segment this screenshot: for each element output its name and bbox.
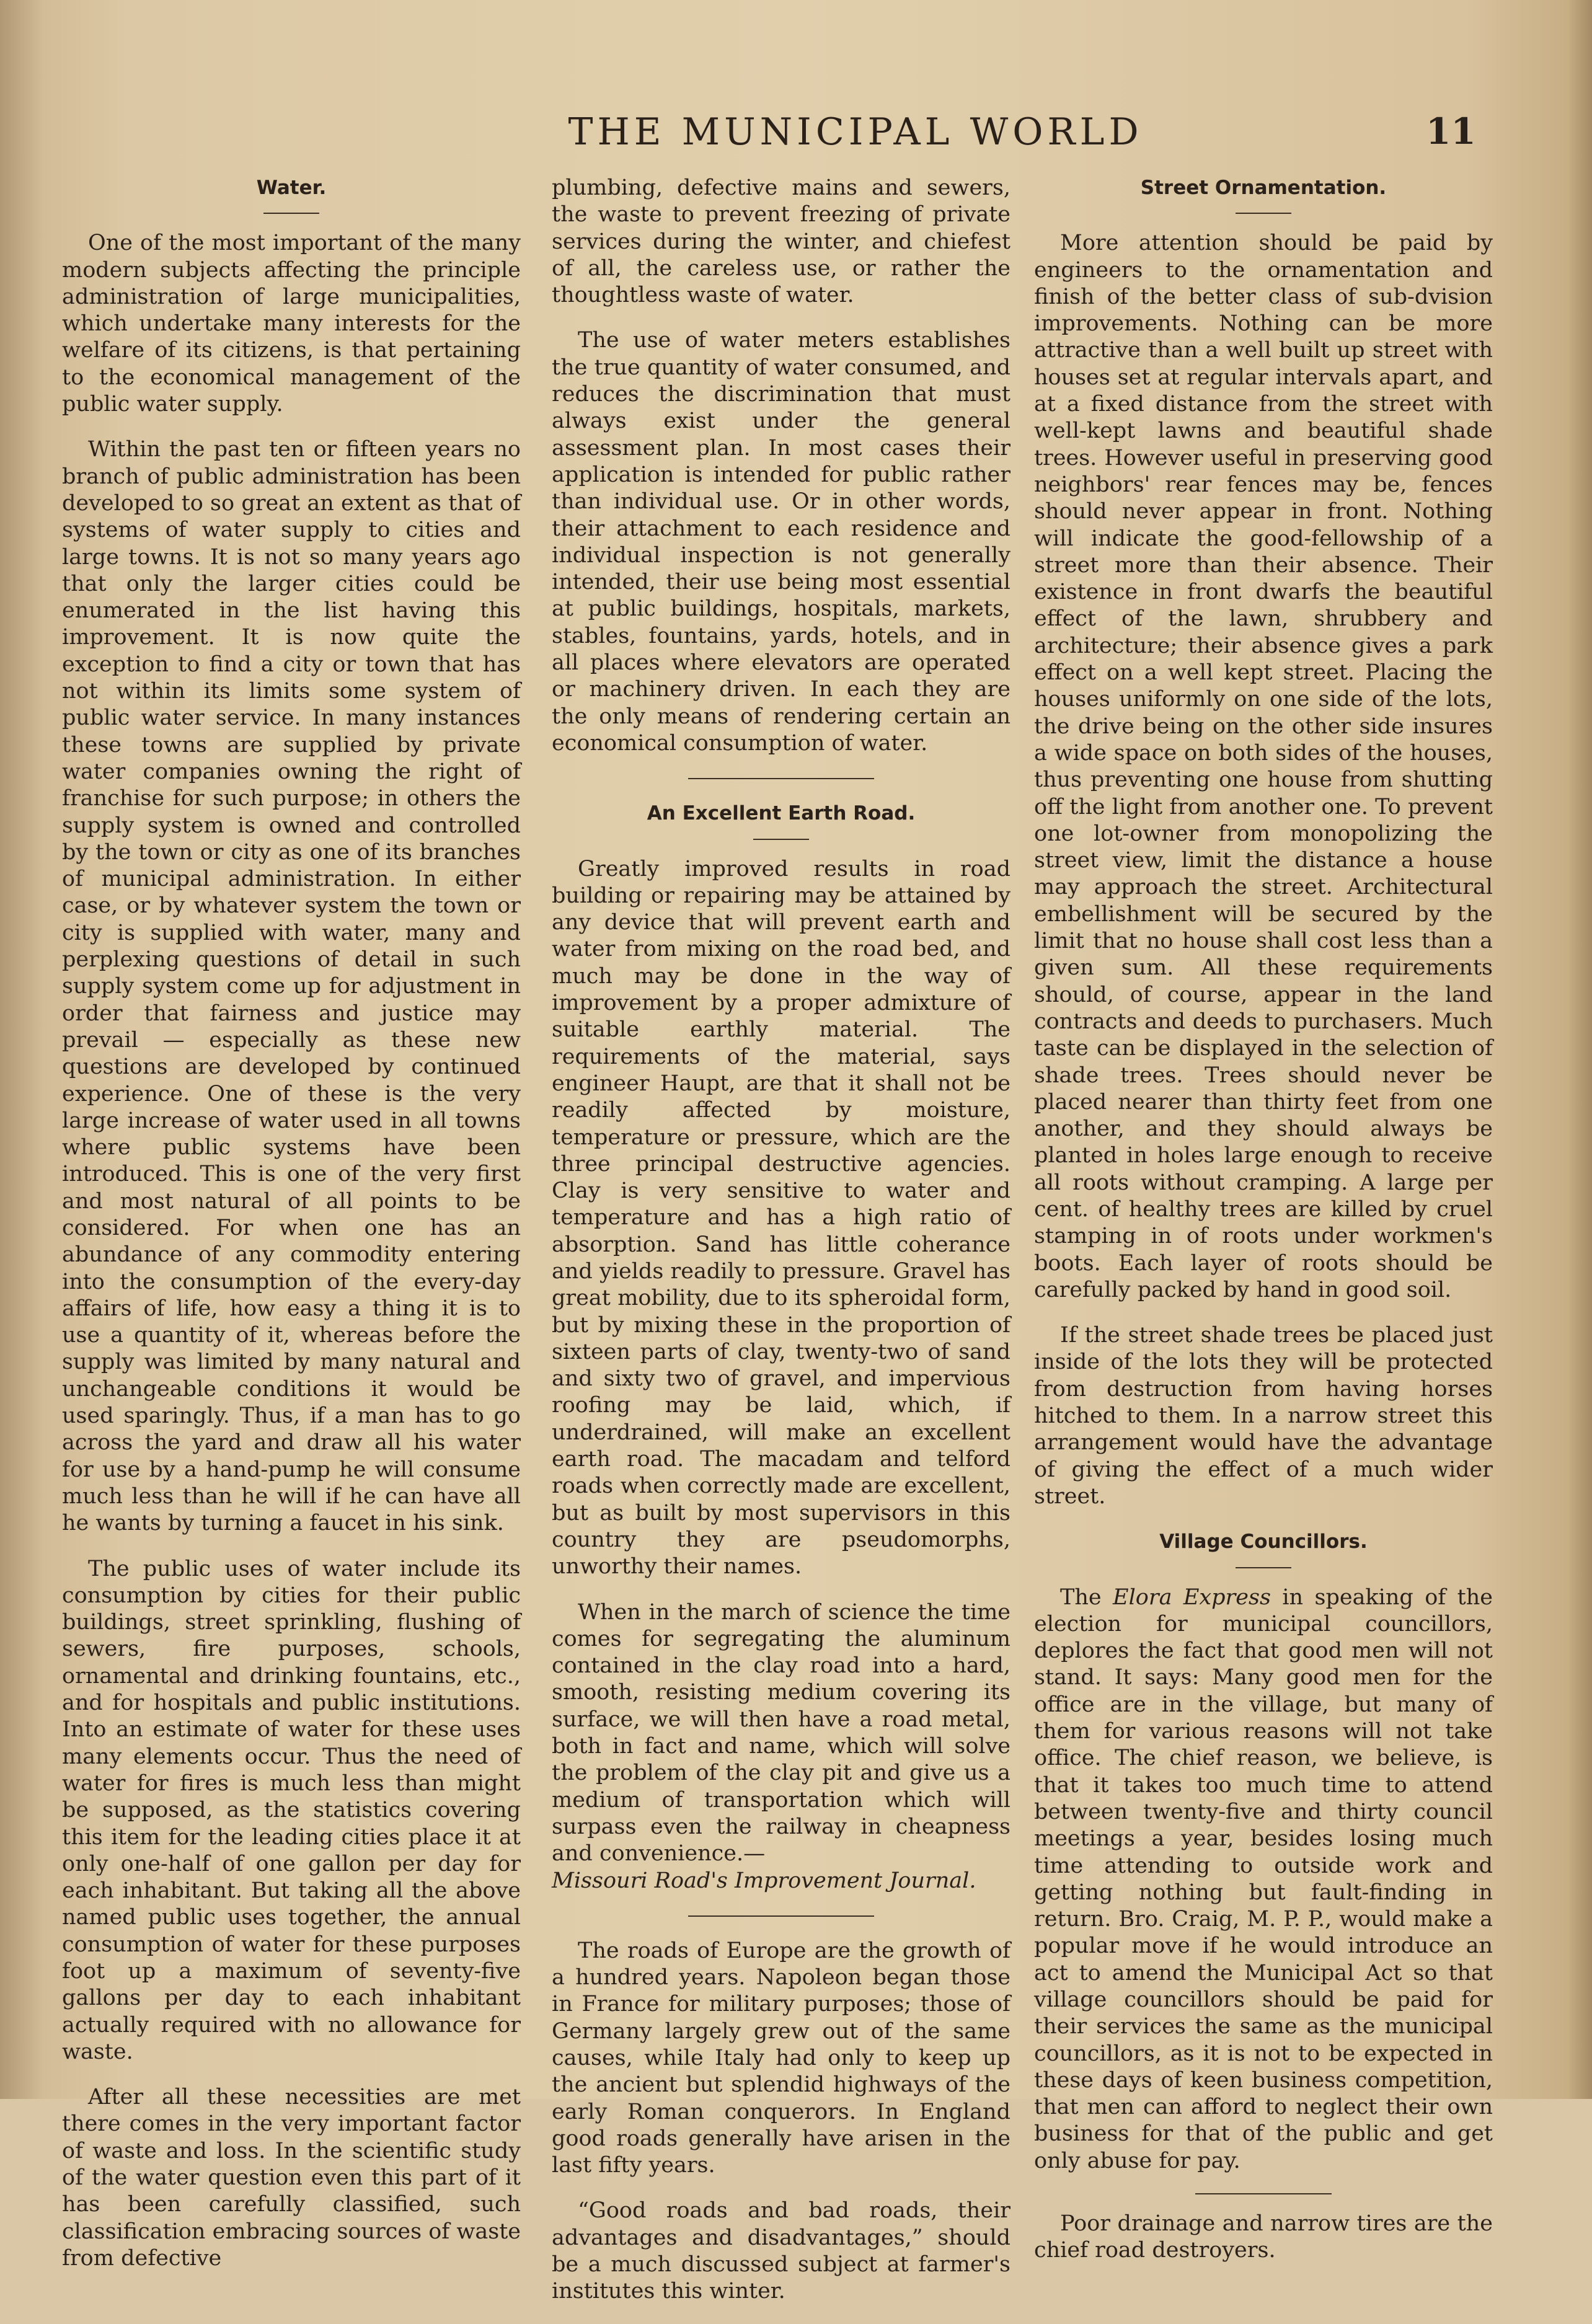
page-number: 11 — [1426, 110, 1476, 152]
article-title-village-councillors: Village Councillors. — [1159, 1531, 1368, 1553]
paragraph: One of the most important of the many modern subjects affecting the principle administration of large municipalities, which undertake many interests for the welfare of its citizens, is that pertaining to the economical management of the public water supply. — [62, 231, 521, 417]
column-left — [62, 175, 521, 2291]
article-title-water: Water. — [256, 177, 327, 199]
page-shadow-left — [0, 0, 43, 2099]
paragraph: Poor drainage and narrow tires are the chief road destroyers. — [1034, 2211, 1493, 2263]
masthead-title: THE MUNICIPAL WORLD — [568, 110, 1143, 154]
article-title-earth-road: An Excellent Earth Road. — [647, 802, 916, 825]
paragraph: plumbing, defective mains and sewers, the waste to prevent freezing of private services during the winter, and chiefest of all, the careless use, or rather the thoughtless waste of water. — [552, 175, 1010, 308]
paragraph: The use of water meters establishes the true quantity of water consumed, and reduces the discrimination that must always exist under the general assessment plan. In most cases their application is intended for public rather than individual use. Or in other words, their attachment to each residence and individual inspection is not generally intended, their use being most essential at public buildings, hospitals, markets, stables, fountains, yards, hotels, and in all places where elevators are operated or machinery driven. In each they are the only means of rendering certain an economical consumption of water. — [552, 328, 1010, 756]
section-rule — [1195, 2193, 1332, 2194]
paragraph: “Good roads and bad roads, their advantages and disadvantages,” should be a much discussed subject at farmer's institutes this winter. — [552, 2198, 1010, 2304]
newspaper-name: Elora Express — [1113, 1584, 1271, 1610]
paragraph: If the street shade trees be placed just inside of the lots they will be protected from destruction from having horses hitched to them. In a narrow street this arrangement would have the advantage of giving the effect of a much wider street. — [1034, 1323, 1493, 1509]
title-rule — [1236, 213, 1291, 214]
paragraph: After all these necessities are met there comes in the very important factor of waste and loss. In the scientific study of the water question even this part of it has been carefully classified, such classification embracing sources of waste from defective — [62, 2085, 521, 2271]
column-right — [1034, 175, 1493, 2283]
paragraph — [1034, 1584, 1493, 2175]
paragraph: Within the past ten or fifteen years no branch of public administration has been developed to so great an extent as that of systems of water supply to cities and large towns. It is not so many years ago that only the larger cities could be enumerated in the list having this improvement. It is now quite the exception to find a city or town that has not within its limits some system of public water service. In many instances these towns are supplied by private water companies owning the right of franchise for such purpose; in others the supply system is owned and controlled by the town or city as one of its branches of municipal administration. In either case, or by whatever system the town or city is supplied with water, many and perplexing questions of detail in such supply system come up for adjustment in order that fairness and justice may prevail — especially as these new questions are developed by continued experience. One of these is the very large increase of water used in all towns where public systems have been introduced. This is one of the very first and most natural of all points to be considered. For when one has an abundance of any commodity entering into the consumption of the every-day affairs of life, how easy a thing it is to use a quantity of it, whereas before the supply was limited by many natural and unchangeable conditions it would be used sparingly. Thus, if a man has to go across the yard and draw all his water for use by a hand-pump he will consume much less than he will if he can have all he wants by turning a faucet in his sink. — [62, 437, 521, 1536]
title-rule — [753, 839, 809, 840]
title-rule — [1236, 1567, 1291, 1568]
paragraph: When in the march of science the time comes for segregating the aluminum contained in the clay road into a hard, smooth, resisting medium covering its surface, we will then have a road metal, both in fact and name, which will solve the problem of the clay pit and give us a medium of transportation which will surpass even the railway in cheapness and convenience.— — [552, 1599, 1010, 1867]
section-rule — [688, 778, 874, 779]
page-shadow-right — [1567, 0, 1592, 2099]
title-rule — [263, 213, 319, 214]
paragraph: Greatly improved results in road building or repairing may be attained by any device that will prevent earth and water from mixing on the road bed, and much may be done in the way of improvement by a proper admixture of suitable earthly material. The requirements of the material, says engineer Haupt, are that it shall not be readily affected by moisture, temperature or pressure, which are the three principal destructive agencies. Clay is very sensitive to water and temperature and has a high ratio of absorption. Sand has little coherance and yields readily to pressure. Gravel has great mobility, due to its spheroidal form, but by mixing these in the proportion of sixteen parts of clay, twenty-two of sand and sixty two of gravel, and impervious roofing may be laid, which, if underdrained, will make an excellent earth road. The macadam and telford roads when correctly made are excellent, but as built by most supervisors in this country they are pseudomorphs, unworthy their names. — [552, 856, 1010, 1580]
article-title-street-ornamentation: Street Ornamentation. — [1140, 177, 1387, 199]
paragraph-intro: The — [1060, 1584, 1102, 1610]
paragraph: The public uses of water include its consumption by cities for their public buildings, street sprinkling, flushing of sewers, fire purposes, schools, ornamental and drinking fountains, etc., and for hospitals and public institutions. Into an estimate of water for these uses many elements occur. Thus the need of water for fires is much less than might be supposed, as the statistics covering this item for the leading cities place it at only one-half of one gallon per day for each inhabitant. But taking all the above named public uses together, the annual consumption of water for these purposes foot up a maximum of seventy-five gallons per day to each inhabitant actually required with no allowance for waste. — [62, 1556, 521, 2064]
paragraph: More attention should be paid by engineers to the ornamentation and finish of the better class of sub-dvision improvements. Nothing can be more attractive than a well built up street with houses set at regular intervals apart, and at a fixed distance from the street with well-kept lawns and beautiful shade trees. However useful in preserving good neighbors' rear fences may be, fences should never appear in front. Nothing will indicate the good-fellowship of a street more than their absence. Their existence in front dwarfs the beautiful effect of the lawn, shrubbery and architecture; their absence gives a park effect on a well kept street. Placing the houses uniformly on one side of the lots, the drive being on the other side insures a wide space on both sides of the houses, thus preventing one house from shutting off the light from another one. To prevent one lot-owner from monopolizing the street view, limit the distance a house may approach the street. Architectural embellishment will be secured by the limit that no house shall cost less than a given sum. All these requirements should, of course, appear in the land contracts and deeds to purchasers. Much taste can be displayed in the selection of shade trees. Trees should never be placed nearer than thirty feet from one another, and they should always be planted in holes large enough to receive all roots without cramping. A large per cent. of healthy trees are killed by cruel stamping in of roots under workmen's boots. Each layer of roots should be carefully packed by hand in good soil. — [1034, 231, 1493, 1302]
article-source: Missouri Road's Improvement Journal. — [552, 1868, 976, 1893]
paragraph: The roads of Europe are the growth of a hundred years. Napoleon began those in France for military purposes; those of Germany largely grew out of the same causes, while Italy had only to keep up the ancient but splendid highways of the early Roman conquerors. In England good roads generally have arisen in the last fifty years. — [552, 1938, 1010, 2178]
paragraph-body: in speaking of the election for municipal councillors, deplores the fact that good men will not stand. It says: Many good men for the office are in the village, but many of them for various reasons will not take office. The chief reason, we believe, is that it takes too much time to attend between twenty-five and thirty council meetings a year, besides losing much time attending to outside work and getting nothing but fault-finding in return. Bro. Craig, M. P. P., would make a popular move if he would introduce an act to amend the Municipal Act so that village councillors should be paid for their services the same as the municipal councillors, as it is not to be expected in these days of keen business competition, that men can afford to neglect their own business for that of the public and get only abuse for pay. — [1034, 1584, 1493, 2173]
column-middle — [552, 175, 1010, 2324]
section-rule — [688, 1915, 874, 1917]
